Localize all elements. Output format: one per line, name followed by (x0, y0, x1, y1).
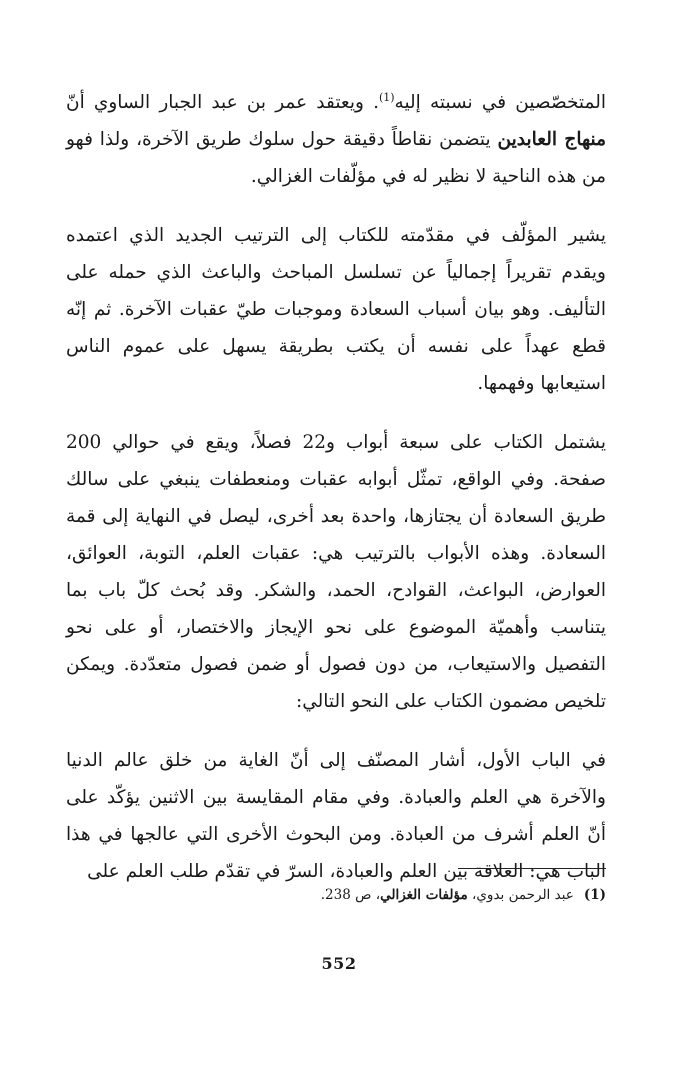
paragraph-3: يشتمل الكتاب على سبعة أبواب و22 فصلاً، ويقع في حوالي 200 صفحة. وفي الواقع، تمثّل أبوابه عقبات ومنعطفات ينبغي على سالك طريق السعادة أن يجتازها، واحدة بعد أخرى، ليصل في النهاية إلى قمة السعادة. وهذه الأبواب بالترتيب هي: عقبات العلم، التوبة، العوائق، العوارض، البواعث، القوادح، الحمد، والشكر. وقد بُحث كلّ باب بما يتناسب وأهميّة الموضوع على نحو الإيجاز والاختصار، أو على نحو التفصيل والاستيعاب، من دون فصول أو ضمن فصول متعدّدة. ويمكن تلخيص مضمون الكتاب على النحو التالي: (66, 432, 606, 712)
footnote-divider (458, 868, 606, 869)
paragraph-1 (66, 84, 606, 195)
page-body (66, 78, 606, 912)
paragraph-1-text-b: . ويعتقد عمر بن عبد الجبار الساوي أنّ (66, 92, 379, 113)
paragraph-2: يشير المؤلّف في مقدّمته للكتاب إلى الترتيب الجديد الذي اعتمده ويقدم تقريراً إجمالياً عن تسلسل المباحث والباعث الذي حمله على التأليف. وهو بيان أسباب السعادة وموجبات طيّ عقبات الآخرة. ثم إنّه قطع عهداً على نفسه أن يكتب بطريقة يسهل على عموم الناس استيعابها وفهمها. (66, 225, 606, 394)
footnote (66, 884, 606, 906)
paragraph-1-text-c: يتضمن نقاطاً دقيقة حول سلوك طريق الآخرة، ولذا فهو من هذه الناحية لا نظير له في مؤلّفات الغزالي. (66, 129, 606, 187)
book-title-bold: منهاج العابدين (497, 129, 607, 150)
footnote-author: عبد الرحمن بدوي، (467, 887, 574, 903)
footnote-title: مؤلفات الغزالي (380, 887, 468, 903)
paragraph-1-text-a: المتخصّصين في نسبته إليه (394, 92, 606, 113)
footnote-page: ، ص 238. (320, 887, 381, 903)
footnote-reference: (1) (378, 90, 395, 104)
footnote-number: (1) (583, 887, 606, 903)
paragraph-4: في الباب الأول، أشار المصنّف إلى أنّ الغاية من خلق عالم الدنيا والآخرة هي العلم والعبادة. وفي مقام المقايسة بين الاثنين يؤكّد على أنّ العلم أشرف من العبادة. ومن البحوث الأخرى التي عالجها في هذا الباب هي: العلاقة بين العلم والعبادة، السرّ في تقدّم طلب العلم على (66, 750, 606, 882)
page-number: 552 (321, 954, 357, 973)
